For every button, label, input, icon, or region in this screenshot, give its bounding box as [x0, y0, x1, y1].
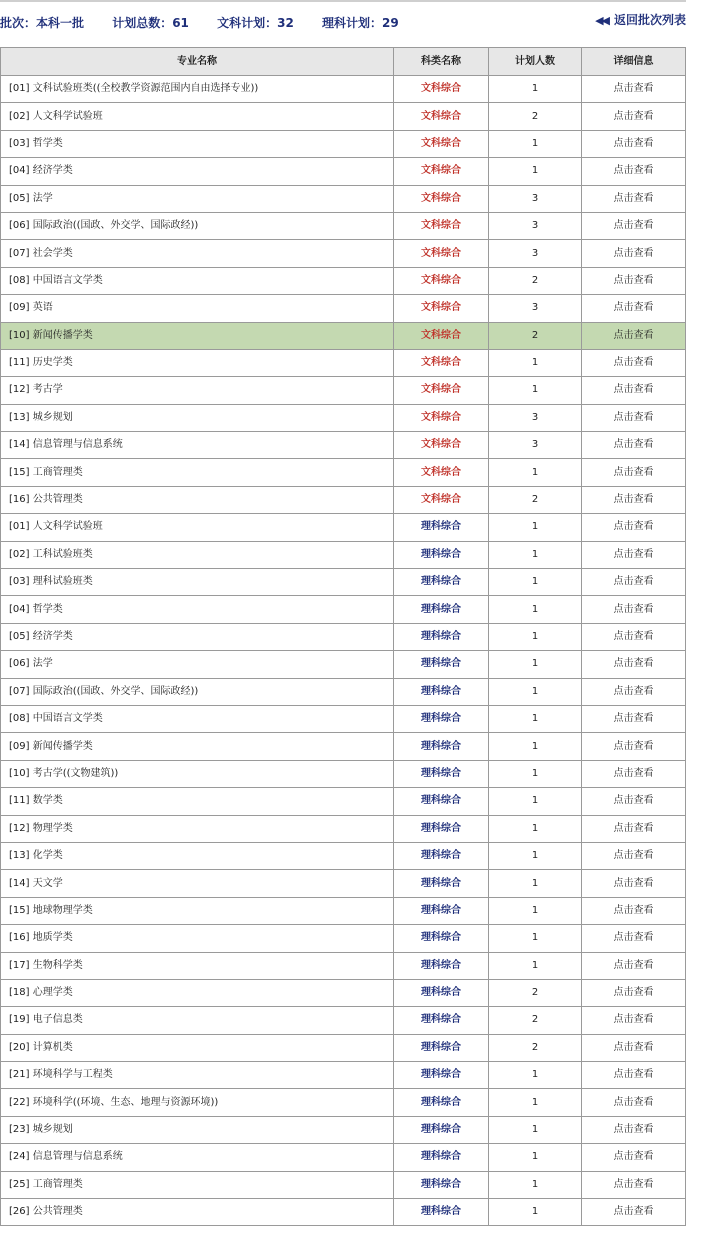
view-detail-link[interactable]: 点击查看: [582, 130, 686, 157]
plan-count-cell: 1: [489, 514, 582, 541]
table-row: [1, 788, 686, 815]
table-row: [1, 240, 686, 267]
plan-count-cell: 1: [489, 1062, 582, 1089]
plan-count-cell: 1: [489, 1089, 582, 1116]
major-name-cell: [01] 文科试验班类((全校教学资源范围内自由选择专业)): [1, 76, 394, 103]
table-row: [1, 377, 686, 404]
category-cell: 文科综合: [394, 240, 489, 267]
table-row: [1, 870, 686, 897]
view-detail-link[interactable]: 点击查看: [582, 240, 686, 267]
wen-plan-label: 文科计划：32: [217, 16, 294, 30]
view-detail-link[interactable]: 点击查看: [582, 788, 686, 815]
plan-count-cell: 1: [489, 870, 582, 897]
table-row: [1, 733, 686, 760]
table-header-row: [1, 48, 686, 76]
total-plan-label: 计划总数：61: [112, 16, 189, 30]
table-row: [1, 897, 686, 924]
plan-count-cell: 1: [489, 130, 582, 157]
table-row: [1, 596, 686, 623]
major-name-cell: [24] 信息管理与信息系统: [1, 1144, 394, 1171]
major-name-cell: [04] 哲学类: [1, 596, 394, 623]
major-name-cell: [05] 法学: [1, 185, 394, 212]
view-detail-link[interactable]: 点击查看: [582, 377, 686, 404]
major-name-cell: [14] 天文学: [1, 870, 394, 897]
major-name-cell: [01] 人文科学试验班: [1, 514, 394, 541]
major-name-cell: [18] 心理学类: [1, 979, 394, 1006]
view-detail-link[interactable]: 点击查看: [582, 514, 686, 541]
major-name-cell: [04] 经济学类: [1, 158, 394, 185]
table-row: [1, 212, 686, 239]
category-cell: 理科综合: [394, 1199, 489, 1226]
plan-count-cell: 1: [489, 349, 582, 376]
header-major-name: 专业名称: [1, 48, 394, 76]
view-detail-link[interactable]: 点击查看: [582, 349, 686, 376]
major-name-cell: [05] 经济学类: [1, 623, 394, 650]
major-plan-table: [0, 47, 686, 1226]
plan-count-cell: 2: [489, 322, 582, 349]
table-row: [1, 651, 686, 678]
table-row: [1, 979, 686, 1006]
plan-count-cell: 1: [489, 788, 582, 815]
category-cell: 理科综合: [394, 705, 489, 732]
major-name-cell: [15] 地球物理学类: [1, 897, 394, 924]
category-cell: 理科综合: [394, 842, 489, 869]
plan-count-cell: 1: [489, 1171, 582, 1198]
plan-count-cell: 1: [489, 1199, 582, 1226]
view-detail-link[interactable]: 点击查看: [582, 1171, 686, 1198]
plan-count-cell: 1: [489, 623, 582, 650]
category-cell: 理科综合: [394, 870, 489, 897]
plan-count-cell: 1: [489, 76, 582, 103]
view-detail-link[interactable]: 点击查看: [582, 596, 686, 623]
view-detail-link[interactable]: 点击查看: [582, 322, 686, 349]
major-name-cell: [13] 化学类: [1, 842, 394, 869]
view-detail-link[interactable]: 点击查看: [582, 1089, 686, 1116]
major-name-cell: [03] 理科试验班类: [1, 569, 394, 596]
category-cell: 文科综合: [394, 322, 489, 349]
view-detail-link[interactable]: 点击查看: [582, 569, 686, 596]
back-to-batch-list-link[interactable]: [595, 11, 686, 28]
table-row: [1, 952, 686, 979]
plan-count-cell: 2: [489, 486, 582, 513]
plan-count-cell: 2: [489, 103, 582, 130]
top-divider: [0, 0, 686, 2]
major-name-cell: [06] 国际政治((国政、外交学、国际政经)): [1, 212, 394, 239]
header-plan-count: 计划人数: [489, 48, 582, 76]
category-cell: 理科综合: [394, 541, 489, 568]
table-row: [1, 514, 686, 541]
major-name-cell: [16] 公共管理类: [1, 486, 394, 513]
view-detail-link[interactable]: 点击查看: [582, 1116, 686, 1143]
major-name-cell: [09] 新闻传播学类: [1, 733, 394, 760]
category-cell: 理科综合: [394, 623, 489, 650]
view-detail-link[interactable]: 点击查看: [582, 760, 686, 787]
category-cell: 理科综合: [394, 1062, 489, 1089]
view-detail-link[interactable]: 点击查看: [582, 158, 686, 185]
plan-count-cell: 1: [489, 569, 582, 596]
header-detail: 详细信息: [582, 48, 686, 76]
major-name-cell: [11] 历史学类: [1, 349, 394, 376]
plan-count-cell: 2: [489, 267, 582, 294]
plan-count-cell: 1: [489, 1116, 582, 1143]
major-name-cell: [10] 新闻传播学类: [1, 322, 394, 349]
header-category: 科类名称: [394, 48, 489, 76]
plan-count-cell: 1: [489, 760, 582, 787]
table-row: [1, 103, 686, 130]
plan-count-cell: 1: [489, 842, 582, 869]
plan-summary: [0, 14, 423, 32]
category-cell: 文科综合: [394, 267, 489, 294]
category-cell: 文科综合: [394, 212, 489, 239]
view-detail-link[interactable]: 点击查看: [582, 1007, 686, 1034]
plan-count-cell: 1: [489, 897, 582, 924]
view-detail-link[interactable]: 点击查看: [582, 815, 686, 842]
major-name-cell: [16] 地质学类: [1, 925, 394, 952]
double-left-arrow-icon: ◀◀: [595, 14, 608, 27]
table-row: [1, 295, 686, 322]
plan-count-cell: 3: [489, 404, 582, 431]
table-row: [1, 1144, 686, 1171]
table-row: [1, 842, 686, 869]
view-detail-link[interactable]: 点击查看: [582, 1144, 686, 1171]
view-detail-link[interactable]: 点击查看: [582, 295, 686, 322]
table-row: [1, 76, 686, 103]
li-plan-label: 理科计划：29: [321, 16, 399, 30]
table-row: [1, 541, 686, 568]
view-detail-link[interactable]: 点击查看: [582, 979, 686, 1006]
major-name-cell: [06] 法学: [1, 651, 394, 678]
view-detail-link[interactable]: 点击查看: [582, 651, 686, 678]
table-row: [1, 486, 686, 513]
table-row: [1, 349, 686, 376]
table-row: [1, 678, 686, 705]
plan-count-cell: 3: [489, 185, 582, 212]
table-body: [1, 76, 686, 1226]
table-row: [1, 925, 686, 952]
table-row: [1, 322, 686, 349]
view-detail-link[interactable]: 点击查看: [582, 1034, 686, 1061]
category-cell: 理科综合: [394, 733, 489, 760]
view-detail-link[interactable]: 点击查看: [582, 404, 686, 431]
major-name-cell: [10] 考古学((文物建筑)): [1, 760, 394, 787]
table-row: [1, 1034, 686, 1061]
plan-count-cell: 1: [489, 377, 582, 404]
category-cell: 文科综合: [394, 130, 489, 157]
view-detail-link[interactable]: 点击查看: [582, 1199, 686, 1226]
category-cell: 文科综合: [394, 185, 489, 212]
category-cell: 文科综合: [394, 103, 489, 130]
plan-count-cell: 1: [489, 459, 582, 486]
back-link-label: 返回批次列表: [613, 13, 686, 27]
major-name-cell: [11] 数学类: [1, 788, 394, 815]
major-name-cell: [25] 工商管理类: [1, 1171, 394, 1198]
view-detail-link[interactable]: 点击查看: [582, 541, 686, 568]
major-name-cell: [07] 社会学类: [1, 240, 394, 267]
category-cell: 理科综合: [394, 815, 489, 842]
view-detail-link[interactable]: 点击查看: [582, 103, 686, 130]
category-cell: 文科综合: [394, 349, 489, 376]
table-row: [1, 760, 686, 787]
major-name-cell: [12] 物理学类: [1, 815, 394, 842]
major-name-cell: [12] 考古学: [1, 377, 394, 404]
major-name-cell: [26] 公共管理类: [1, 1199, 394, 1226]
plan-count-cell: 1: [489, 678, 582, 705]
view-detail-link[interactable]: 点击查看: [582, 870, 686, 897]
category-cell: 理科综合: [394, 925, 489, 952]
view-detail-link[interactable]: 点击查看: [582, 733, 686, 760]
view-detail-link[interactable]: 点击查看: [582, 486, 686, 513]
category-cell: 理科综合: [394, 651, 489, 678]
category-cell: 理科综合: [394, 1171, 489, 1198]
table-row: [1, 432, 686, 459]
plan-count-cell: 2: [489, 979, 582, 1006]
major-name-cell: [22] 环境科学((环境、生态、地理与资源环境)): [1, 1089, 394, 1116]
category-cell: 文科综合: [394, 486, 489, 513]
category-cell: 文科综合: [394, 76, 489, 103]
category-cell: 文科综合: [394, 295, 489, 322]
plan-count-cell: 2: [489, 1007, 582, 1034]
table-row: [1, 815, 686, 842]
plan-count-cell: 2: [489, 1034, 582, 1061]
category-cell: 理科综合: [394, 952, 489, 979]
view-detail-link[interactable]: 点击查看: [582, 267, 686, 294]
table-row: [1, 1116, 686, 1143]
major-name-cell: [02] 工科试验班类: [1, 541, 394, 568]
table-row: [1, 1007, 686, 1034]
major-name-cell: [17] 生物科学类: [1, 952, 394, 979]
view-detail-link[interactable]: 点击查看: [582, 897, 686, 924]
table-row: [1, 158, 686, 185]
category-cell: 理科综合: [394, 596, 489, 623]
table-row: [1, 404, 686, 431]
plan-count-cell: 1: [489, 952, 582, 979]
plan-count-cell: 1: [489, 815, 582, 842]
plan-count-cell: 1: [489, 158, 582, 185]
major-name-cell: [23] 城乡规划: [1, 1116, 394, 1143]
plan-count-cell: 1: [489, 541, 582, 568]
major-name-cell: [20] 计算机类: [1, 1034, 394, 1061]
major-name-cell: [03] 哲学类: [1, 130, 394, 157]
plan-count-cell: 3: [489, 212, 582, 239]
table-row: [1, 569, 686, 596]
batch-label: 批次：本科一批: [0, 16, 85, 30]
category-cell: 理科综合: [394, 1034, 489, 1061]
table-row: [1, 1089, 686, 1116]
view-detail-link[interactable]: 点击查看: [582, 705, 686, 732]
category-cell: 文科综合: [394, 432, 489, 459]
view-detail-link[interactable]: 点击查看: [582, 459, 686, 486]
major-name-cell: [02] 人文科学试验班: [1, 103, 394, 130]
category-cell: 理科综合: [394, 678, 489, 705]
category-cell: 理科综合: [394, 514, 489, 541]
view-detail-link[interactable]: 点击查看: [582, 925, 686, 952]
category-cell: 理科综合: [394, 897, 489, 924]
major-name-cell: [08] 中国语言文学类: [1, 267, 394, 294]
category-cell: 理科综合: [394, 569, 489, 596]
major-name-cell: [08] 中国语言文学类: [1, 705, 394, 732]
major-name-cell: [09] 英语: [1, 295, 394, 322]
category-cell: 理科综合: [394, 1089, 489, 1116]
view-detail-link[interactable]: 点击查看: [582, 1062, 686, 1089]
major-name-cell: [14] 信息管理与信息系统: [1, 432, 394, 459]
table-row: [1, 1062, 686, 1089]
major-name-cell: [19] 电子信息类: [1, 1007, 394, 1034]
plan-count-cell: 3: [489, 295, 582, 322]
table-row: [1, 1171, 686, 1198]
view-detail-link[interactable]: 点击查看: [582, 623, 686, 650]
view-detail-link[interactable]: 点击查看: [582, 432, 686, 459]
plan-count-cell: 1: [489, 1144, 582, 1171]
plan-count-cell: 1: [489, 705, 582, 732]
category-cell: 理科综合: [394, 1007, 489, 1034]
view-detail-link[interactable]: 点击查看: [582, 185, 686, 212]
major-name-cell: [21] 环境科学与工程类: [1, 1062, 394, 1089]
category-cell: 文科综合: [394, 158, 489, 185]
table-row: [1, 1199, 686, 1226]
plan-count-cell: 1: [489, 651, 582, 678]
plan-count-cell: 3: [489, 432, 582, 459]
plan-count-cell: 3: [489, 240, 582, 267]
category-cell: 理科综合: [394, 788, 489, 815]
table-row: [1, 459, 686, 486]
table-row: [1, 267, 686, 294]
view-detail-link[interactable]: 点击查看: [582, 212, 686, 239]
category-cell: 文科综合: [394, 459, 489, 486]
table-row: [1, 130, 686, 157]
plan-count-cell: 1: [489, 596, 582, 623]
category-cell: 理科综合: [394, 1116, 489, 1143]
table-row: [1, 185, 686, 212]
table-row: [1, 623, 686, 650]
view-detail-link[interactable]: 点击查看: [582, 76, 686, 103]
category-cell: 理科综合: [394, 979, 489, 1006]
category-cell: 理科综合: [394, 760, 489, 787]
table-row: [1, 705, 686, 732]
category-cell: 文科综合: [394, 404, 489, 431]
major-name-cell: [15] 工商管理类: [1, 459, 394, 486]
major-name-cell: [13] 城乡规划: [1, 404, 394, 431]
view-detail-link[interactable]: 点击查看: [582, 842, 686, 869]
plan-count-cell: 1: [489, 733, 582, 760]
plan-count-cell: 1: [489, 925, 582, 952]
major-name-cell: [07] 国际政治((国政、外交学、国际政经)): [1, 678, 394, 705]
category-cell: 理科综合: [394, 1144, 489, 1171]
view-detail-link[interactable]: 点击查看: [582, 952, 686, 979]
category-cell: 文科综合: [394, 377, 489, 404]
view-detail-link[interactable]: 点击查看: [582, 678, 686, 705]
